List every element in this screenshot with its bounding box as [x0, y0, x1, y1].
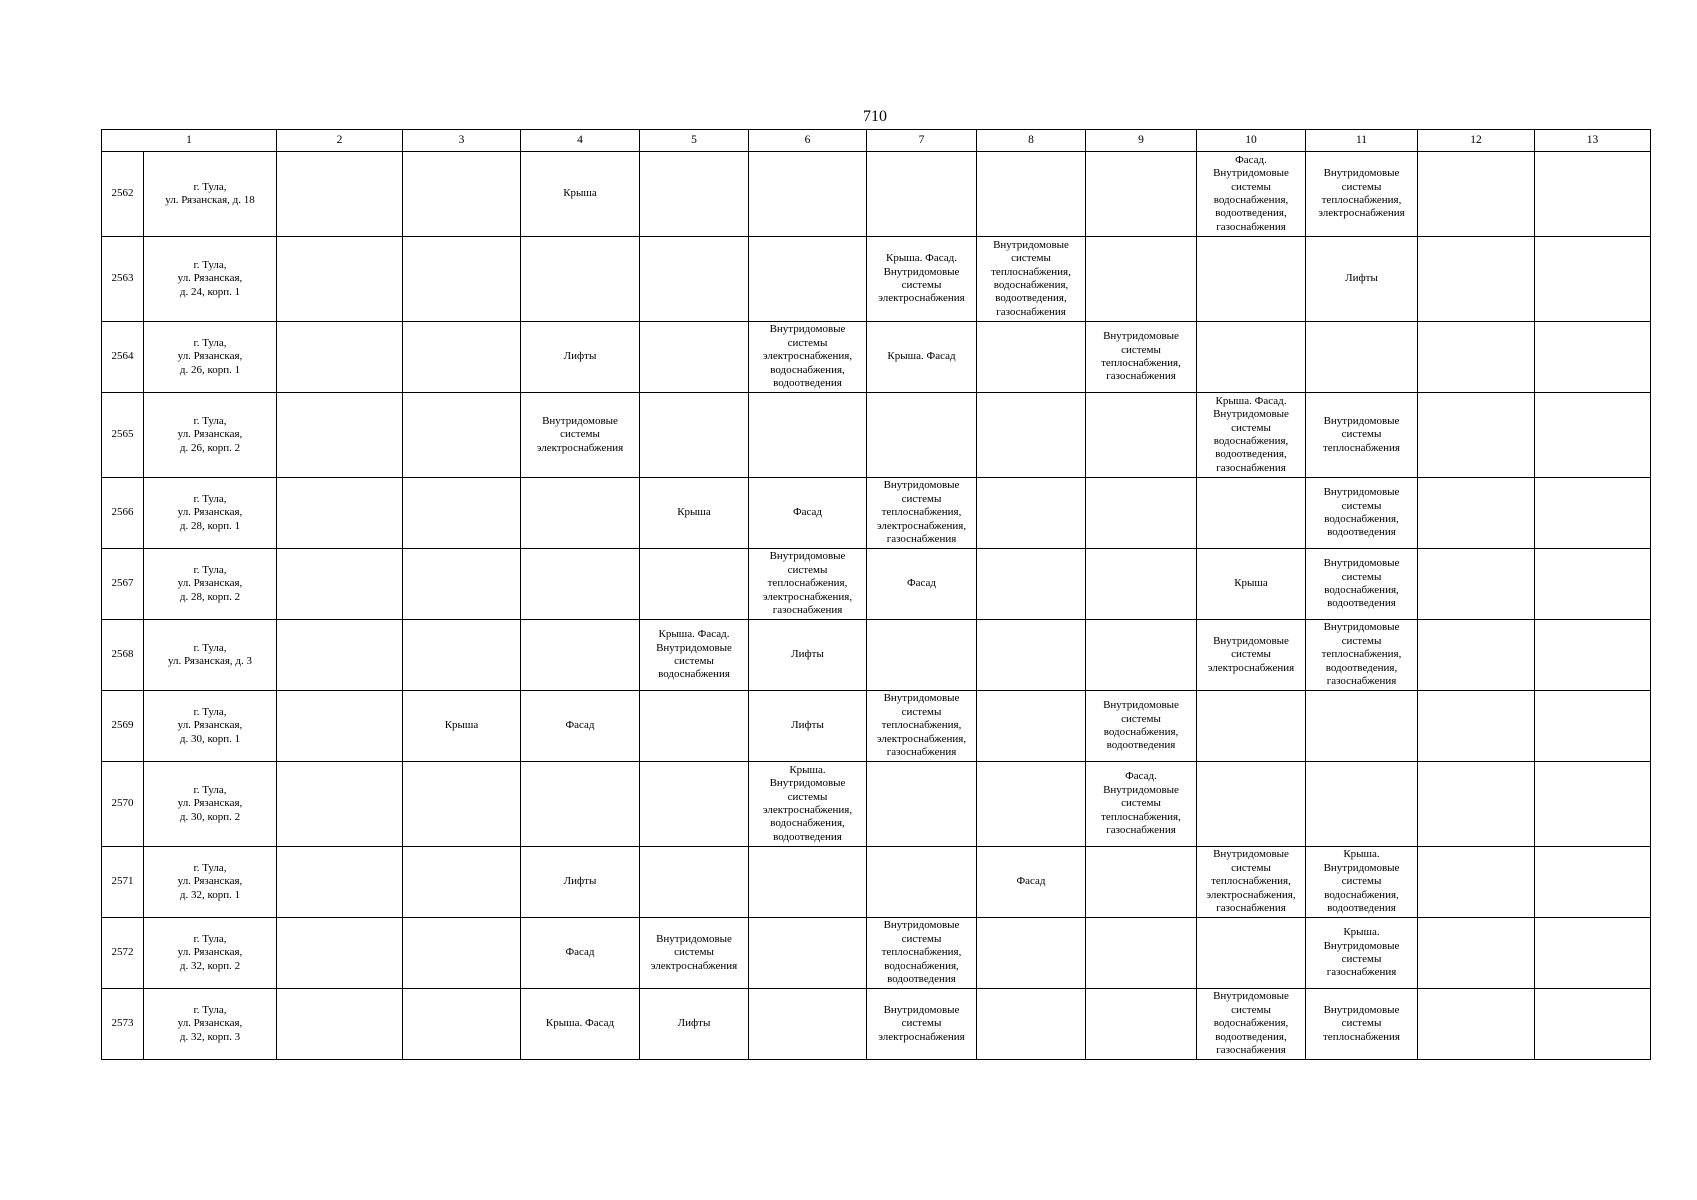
- data-cell: [277, 620, 403, 691]
- data-cell: [977, 478, 1086, 549]
- data-cell: [1418, 549, 1535, 620]
- data-cell: [403, 237, 521, 322]
- data-cell: [1418, 989, 1535, 1060]
- data-cell: [1197, 691, 1306, 762]
- data-cell: [1535, 620, 1651, 691]
- data-cell: [1197, 478, 1306, 549]
- data-cell: Внутридомовые системы теплоснабжения, электроснабжения, газоснабжения: [867, 478, 977, 549]
- data-cell: Внутридомовые системы теплоснабжения, электроснабжения, газоснабжения: [867, 691, 977, 762]
- row-number: 2565: [102, 393, 144, 478]
- data-cell: Лифты: [521, 847, 640, 918]
- data-cell: [277, 549, 403, 620]
- data-cell: Внутридомовые системы теплоснабжения, водоснабжения, водоотведения: [867, 918, 977, 989]
- data-cell: [1535, 762, 1651, 847]
- row-number: 2571: [102, 847, 144, 918]
- data-cell: [277, 918, 403, 989]
- data-cell: [640, 762, 749, 847]
- data-cell: [1197, 762, 1306, 847]
- header-cell: 12: [1418, 130, 1535, 152]
- data-cell: Крыша: [640, 478, 749, 549]
- data-cell: Внутридомовые системы электроснабжения: [640, 918, 749, 989]
- address-cell: г. Тула, ул. Рязанская, д. 30, корп. 1: [144, 691, 277, 762]
- data-cell: [1418, 847, 1535, 918]
- header-cell: 11: [1306, 130, 1418, 152]
- data-cell: [640, 237, 749, 322]
- data-cell: [977, 918, 1086, 989]
- data-cell: Лифты: [1306, 237, 1418, 322]
- row-number: 2569: [102, 691, 144, 762]
- data-cell: [1535, 237, 1651, 322]
- data-cell: Внутридомовые системы электроснабжения: [521, 393, 640, 478]
- address-cell: г. Тула, ул. Рязанская, д. 24, корп. 1: [144, 237, 277, 322]
- data-cell: Фасад: [521, 691, 640, 762]
- table-row: [102, 322, 1651, 393]
- data-cell: Фасад: [749, 478, 867, 549]
- address-cell: г. Тула, ул. Рязанская, д. 32, корп. 2: [144, 918, 277, 989]
- data-cell: Внутридомовые системы водоснабжения, водоотведения: [1306, 478, 1418, 549]
- table-row: [102, 762, 1651, 847]
- data-cell: Крыша: [521, 152, 640, 237]
- data-cell: [1418, 393, 1535, 478]
- data-cell: [749, 918, 867, 989]
- data-cell: [977, 152, 1086, 237]
- data-cell: [1418, 918, 1535, 989]
- data-cell: [867, 847, 977, 918]
- data-cell: [403, 762, 521, 847]
- data-cell: [977, 762, 1086, 847]
- data-cell: [1535, 691, 1651, 762]
- data-cell: [1418, 478, 1535, 549]
- data-cell: [1086, 620, 1197, 691]
- data-cell: [640, 549, 749, 620]
- data-cell: Крыша. Внутридомовые системы водоснабжения, водоотведения: [1306, 847, 1418, 918]
- data-cell: [749, 393, 867, 478]
- data-cell: Внутридомовые системы водоснабжения, водоотведения: [1086, 691, 1197, 762]
- data-cell: [640, 393, 749, 478]
- address-cell: г. Тула, ул. Рязанская, д. 30, корп. 2: [144, 762, 277, 847]
- table-row: [102, 478, 1651, 549]
- data-cell: [867, 393, 977, 478]
- header-cell: 1: [102, 130, 277, 152]
- data-cell: [403, 989, 521, 1060]
- data-cell: Фасад. Внутридомовые системы водоснабжения, водоотведения, газоснабжения: [1197, 152, 1306, 237]
- data-cell: Крыша. Фасад: [867, 322, 977, 393]
- page-number: 710: [863, 108, 887, 125]
- data-cell: Внутридомовые системы электроснабжения, водоснабжения, водоотведения: [749, 322, 867, 393]
- data-cell: Фасад. Внутридомовые системы теплоснабжения, газоснабжения: [1086, 762, 1197, 847]
- header-cell: 9: [1086, 130, 1197, 152]
- data-cell: Внутридомовые системы водоснабжения, водоотведения, газоснабжения: [1197, 989, 1306, 1060]
- data-cell: [1418, 620, 1535, 691]
- table-row: [102, 620, 1651, 691]
- data-cell: Фасад: [521, 918, 640, 989]
- header-cell: 5: [640, 130, 749, 152]
- data-cell: [403, 478, 521, 549]
- data-cell: [277, 762, 403, 847]
- data-cell: [1418, 762, 1535, 847]
- data-cell: Внутридомовые системы теплоснабжения: [1306, 393, 1418, 478]
- data-cell: [1535, 152, 1651, 237]
- data-cell: [1086, 549, 1197, 620]
- row-number: 2564: [102, 322, 144, 393]
- address-cell: г. Тула, ул. Рязанская, д. 32, корп. 3: [144, 989, 277, 1060]
- data-cell: [277, 691, 403, 762]
- data-cell: Внутридомовые системы теплоснабжения, электроснабжения: [1306, 152, 1418, 237]
- data-cell: Внутридомовые системы теплоснабжения, газоснабжения: [1086, 322, 1197, 393]
- data-cell: [403, 847, 521, 918]
- data-cell: [977, 691, 1086, 762]
- address-cell: г. Тула, ул. Рязанская, д. 26, корп. 1: [144, 322, 277, 393]
- data-cell: Внутридомовые системы теплоснабжения, электроснабжения, газоснабжения: [1197, 847, 1306, 918]
- table-row: [102, 237, 1651, 322]
- data-cell: [277, 152, 403, 237]
- data-cell: [277, 393, 403, 478]
- data-cell: Лифты: [521, 322, 640, 393]
- data-cell: [1418, 152, 1535, 237]
- address-cell: г. Тула, ул. Рязанская, д. 32, корп. 1: [144, 847, 277, 918]
- data-cell: [277, 847, 403, 918]
- data-cell: [749, 237, 867, 322]
- address-cell: г. Тула, ул. Рязанская, д. 28, корп. 2: [144, 549, 277, 620]
- data-cell: Крыша. Фасад: [521, 989, 640, 1060]
- data-cell: [403, 918, 521, 989]
- row-number: 2570: [102, 762, 144, 847]
- data-cell: [640, 847, 749, 918]
- data-cell: [867, 762, 977, 847]
- data-cell: [1535, 478, 1651, 549]
- data-cell: [1418, 691, 1535, 762]
- data-cell: Фасад: [977, 847, 1086, 918]
- header-row: [102, 130, 1651, 152]
- data-cell: [1086, 847, 1197, 918]
- data-cell: [277, 478, 403, 549]
- data-cell: [1086, 478, 1197, 549]
- data-cell: [1306, 322, 1418, 393]
- data-cell: [1306, 691, 1418, 762]
- data-cell: [1197, 918, 1306, 989]
- data-cell: [521, 237, 640, 322]
- table-row: [102, 691, 1651, 762]
- data-cell: [1535, 393, 1651, 478]
- data-cell: [403, 620, 521, 691]
- data-cell: [640, 691, 749, 762]
- data-cell: [1535, 847, 1651, 918]
- data-cell: Лифты: [749, 691, 867, 762]
- repair-schedule-table: [101, 129, 1651, 1060]
- data-cell: Крыша. Внутридомовые системы газоснабжения: [1306, 918, 1418, 989]
- data-cell: [1535, 989, 1651, 1060]
- data-cell: Внутридомовые системы водоснабжения, водоотведения: [1306, 549, 1418, 620]
- data-cell: [1418, 237, 1535, 322]
- data-cell: Лифты: [640, 989, 749, 1060]
- data-cell: [640, 152, 749, 237]
- data-cell: Крыша. Фасад. Внутридомовые системы водоснабжения: [640, 620, 749, 691]
- address-cell: г. Тула, ул. Рязанская, д. 18: [144, 152, 277, 237]
- header-cell: 13: [1535, 130, 1651, 152]
- row-number: 2567: [102, 549, 144, 620]
- data-cell: Внутридомовые системы теплоснабжения: [1306, 989, 1418, 1060]
- header-cell: 2: [277, 130, 403, 152]
- data-cell: [749, 989, 867, 1060]
- data-cell: [749, 847, 867, 918]
- data-cell: [277, 322, 403, 393]
- data-cell: [1197, 237, 1306, 322]
- data-cell: Лифты: [749, 620, 867, 691]
- data-cell: Крыша. Фасад. Внутридомовые системы водоснабжения, водоотведения, газоснабжения: [1197, 393, 1306, 478]
- address-cell: г. Тула, ул. Рязанская, д. 3: [144, 620, 277, 691]
- header-cell: 6: [749, 130, 867, 152]
- header-cell: 10: [1197, 130, 1306, 152]
- data-cell: Фасад: [867, 549, 977, 620]
- data-cell: [977, 322, 1086, 393]
- data-cell: Крыша. Внутридомовые системы электроснабжения, водоснабжения, водоотведения: [749, 762, 867, 847]
- data-cell: [1535, 918, 1651, 989]
- row-number: 2572: [102, 918, 144, 989]
- data-cell: [277, 237, 403, 322]
- data-cell: [867, 620, 977, 691]
- address-cell: г. Тула, ул. Рязанская, д. 28, корп. 1: [144, 478, 277, 549]
- table-row: [102, 152, 1651, 237]
- row-number: 2563: [102, 237, 144, 322]
- data-cell: [1535, 549, 1651, 620]
- row-number: 2562: [102, 152, 144, 237]
- data-cell: Крыша. Фасад. Внутридомовые системы электроснабжения: [867, 237, 977, 322]
- data-cell: [1086, 989, 1197, 1060]
- data-cell: Внутридомовые системы электроснабжения: [1197, 620, 1306, 691]
- data-cell: [521, 549, 640, 620]
- header-cell: 3: [403, 130, 521, 152]
- data-cell: Крыша: [1197, 549, 1306, 620]
- data-cell: Крыша: [403, 691, 521, 762]
- address-cell: г. Тула, ул. Рязанская, д. 26, корп. 2: [144, 393, 277, 478]
- table-row: [102, 918, 1651, 989]
- data-cell: [403, 393, 521, 478]
- data-cell: [1086, 393, 1197, 478]
- data-cell: [403, 152, 521, 237]
- data-cell: [977, 549, 1086, 620]
- header-cell: 8: [977, 130, 1086, 152]
- data-cell: [977, 989, 1086, 1060]
- row-number: 2566: [102, 478, 144, 549]
- data-cell: [521, 620, 640, 691]
- data-cell: [1086, 152, 1197, 237]
- row-number: 2568: [102, 620, 144, 691]
- data-cell: Внутридомовые системы теплоснабжения, электроснабжения, газоснабжения: [749, 549, 867, 620]
- data-cell: [1418, 322, 1535, 393]
- data-cell: [403, 549, 521, 620]
- data-cell: [521, 762, 640, 847]
- data-cell: Внутридомовые системы электроснабжения: [867, 989, 977, 1060]
- data-cell: [277, 989, 403, 1060]
- data-cell: [1197, 322, 1306, 393]
- table-row: [102, 989, 1651, 1060]
- row-number: 2573: [102, 989, 144, 1060]
- data-cell: [1086, 918, 1197, 989]
- data-cell: [403, 322, 521, 393]
- data-cell: [521, 478, 640, 549]
- data-cell: [749, 152, 867, 237]
- header-cell: 4: [521, 130, 640, 152]
- data-cell: [1535, 322, 1651, 393]
- table-row: [102, 393, 1651, 478]
- data-cell: [1306, 762, 1418, 847]
- data-cell: [1086, 237, 1197, 322]
- data-cell: [977, 620, 1086, 691]
- header-cell: 7: [867, 130, 977, 152]
- data-cell: [867, 152, 977, 237]
- data-cell: [640, 322, 749, 393]
- data-cell: Внутридомовые системы теплоснабжения, водоотведения, газоснабжения: [1306, 620, 1418, 691]
- table-row: [102, 847, 1651, 918]
- table-row: [102, 549, 1651, 620]
- data-cell: [977, 393, 1086, 478]
- data-cell: Внутридомовые системы теплоснабжения, водоснабжения, водоотведения, газоснабжения: [977, 237, 1086, 322]
